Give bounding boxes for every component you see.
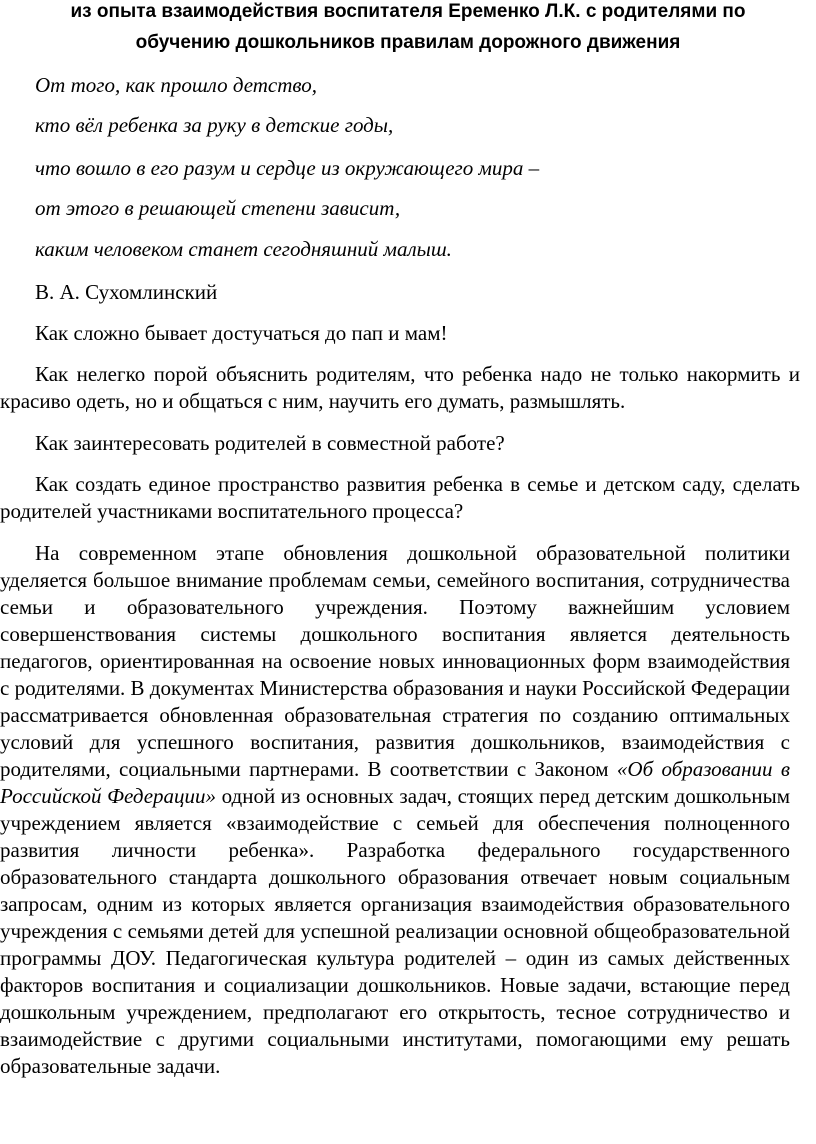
paragraph-5 [0, 540, 790, 1080]
paragraph-5-text-end: одной из основных задач, стоящих перед детским дошкольным учреждением является «взаимодействие с семьей для обеспечения полноценного развития личности ребенка». Разработка федерального государственного образовательного стандарта дошкольного образования отвечает новым социальным запросам, одним из которых является организация взаимодействия образовательного учреждения с семьями детей для успешной реализации основной общеобразовательной программы ДОУ. Педагогическая культура родителей – один из самых действенных факторов воспитания и социализации дошкольников. Новые задачи, встающие перед дошкольным учреждением, предполагают его открытость, тесное сотрудничество и взаимодействие с другими социальными институтами, помогающими ему решать образовательные задачи. [0, 784, 790, 1078]
paragraph-2: Как нелегко порой объяснить родителям, что ребенка надо не только накормить и красиво одеть, но и общаться с ним, научить его думать, размышлять. [0, 362, 800, 413]
law-title: «Об образовании в Российской Федерации» [0, 757, 790, 808]
paragraph-1: Как сложно бывает достучаться до пап и мам! [35, 321, 448, 345]
document-title-line-2: обучению дошкольников правилам дорожного движения [135, 32, 681, 53]
epigraph-line-5: каким человеком станет сегодняшний малыш. [35, 237, 452, 261]
paragraph-5-text-start: На современном этапе обновления дошкольной образовательной политики уделяется большое внимание проблемам семьи, семейного воспитания, сотрудничества семьи и образовательного учреждения. Поэтому важнейшим условием совершенствования системы дошкольного воспитания является деятельность педагогов, ориентированная на освоение новых инновационных форм взаимодействия с родителями. В документах Министерства образования и науки Российской Федерации рассматривается обновленная образовательная стратегия по созданию оптимальных условий для успешного воспитания, развития дошкольников, взаимодействия с родителями, социальными партнерами. В соответствии с Законом [0, 541, 791, 781]
paragraph-3: Как заинтересовать родителей в совместной работе? [35, 431, 505, 455]
paragraph-4: Как создать единое пространство развития ребенка в семье и детском саду, сделать родителей участниками воспитательного процесса? [0, 472, 800, 523]
epigraph-author: В. А. Сухомлинский [35, 280, 218, 304]
document-title-line-1: из опыта взаимодействия воспитателя Еременко Л.К. с родителями по [70, 1, 746, 22]
epigraph-line-1: От того, как прошло детство, [35, 73, 317, 97]
epigraph-line-3: что вошло в его разум и сердце из окружающего мира – [35, 156, 540, 180]
epigraph-line-4: от этого в решающей степени зависит, [35, 196, 401, 220]
epigraph-line-2: кто вёл ребенка за руку в детские годы, [35, 113, 394, 137]
